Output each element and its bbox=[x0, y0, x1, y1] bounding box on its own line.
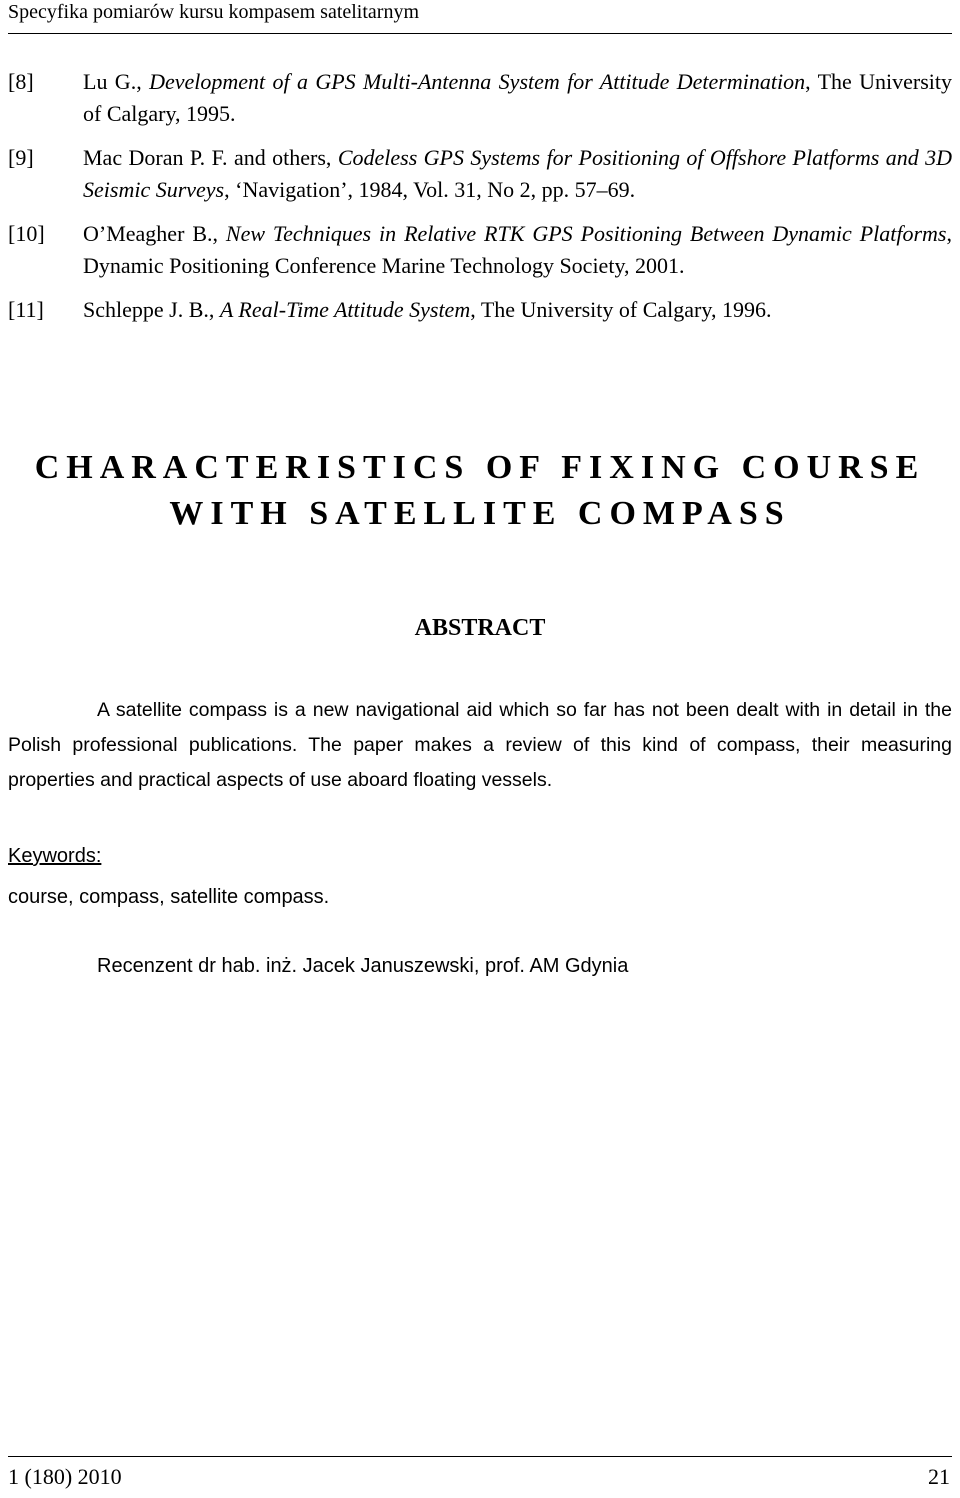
reference-list bbox=[8, 66, 952, 338]
article-title-line: CHARACTERISTICS OF FIXING COURSE bbox=[34, 449, 926, 486]
article-title bbox=[0, 445, 960, 537]
reference-number: [8] bbox=[8, 69, 34, 94]
reference-number: [11] bbox=[8, 297, 44, 322]
reference-details: , The University of Calgary, 1995. bbox=[83, 69, 953, 126]
reference-title: Development of a GPS Multi-Antenna System for Attitude Determination bbox=[149, 69, 806, 94]
reference-authors: Mac Doran P. F. and others, bbox=[83, 145, 338, 170]
keywords-list: course, compass, satellite compass. bbox=[8, 886, 330, 908]
reference-title: New Techniques in Relative RTK GPS Positioning Between Dynamic Platforms bbox=[225, 221, 947, 246]
keywords-label: Keywords: bbox=[8, 845, 102, 867]
reference-item bbox=[8, 66, 952, 130]
abstract-heading: ABSTRACT bbox=[414, 615, 546, 641]
issue-number: 1 (180) 2010 bbox=[8, 1464, 122, 1489]
reference-title: A Real-Time Attitude System bbox=[219, 297, 471, 322]
reference-title: Codeless GPS Systems for Positioning of Offshore Platforms and 3D Seismic Surveys bbox=[83, 145, 953, 202]
reference-item bbox=[8, 142, 952, 206]
reference-number: [10] bbox=[8, 221, 45, 246]
page-number: 21 bbox=[928, 1464, 950, 1489]
reference-authors: Lu G., bbox=[83, 69, 150, 94]
reference-item bbox=[8, 294, 952, 326]
reference-details: , The University of Calgary, 1996. bbox=[470, 297, 772, 322]
reference-authors: Schleppe J. B., bbox=[83, 297, 220, 322]
reference-authors: O’Meagher B., bbox=[83, 221, 226, 246]
reviewer-note: Recenzent dr hab. inż. Jacek Januszewski, prof. AM Gdynia bbox=[97, 955, 629, 977]
article-title-line: WITH SATELLITE COMPASS bbox=[169, 495, 791, 532]
reference-item bbox=[8, 218, 952, 282]
reference-details: , Dynamic Positioning Conference Marine Technology Society, 2001. bbox=[83, 221, 952, 278]
running-header bbox=[8, 0, 952, 34]
running-title: Specyfika pomiarów kursu kompasem satelitarnym bbox=[8, 1, 420, 23]
reference-number: [9] bbox=[8, 145, 34, 170]
abstract-text: A satellite compass is a new navigational aid which so far has not been dealt with in detail in the Polish professional publications. The paper makes a review of this kind of compass, their measuring properties and practical aspects of use aboard floating vessels. bbox=[8, 699, 952, 791]
page-footer bbox=[8, 1456, 952, 1493]
reference-details: , ‘Navigation’, 1984, Vol. 31, No 2, pp. 57–69. bbox=[224, 177, 636, 202]
